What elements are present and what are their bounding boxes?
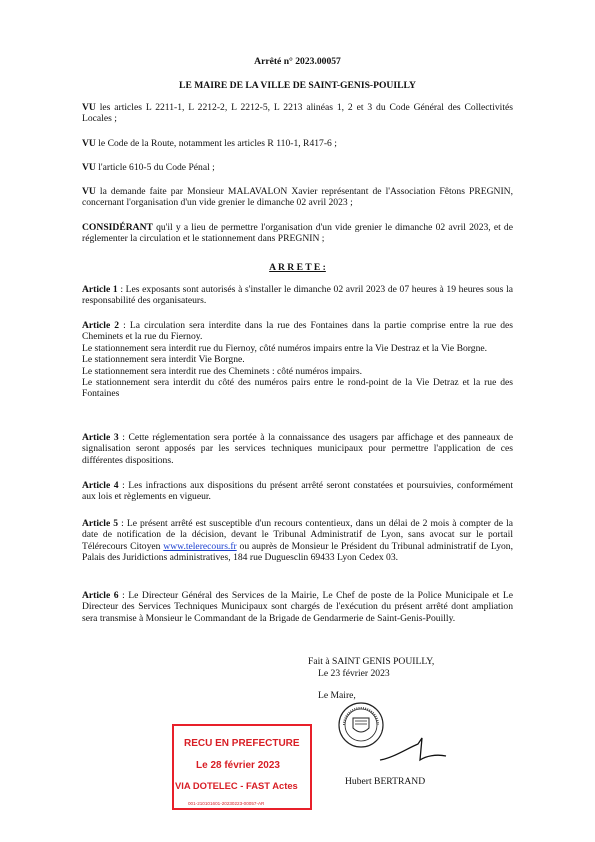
article-2-line: Le stationnement sera interdit rue du Fiernoy, côté numéros impairs entre la Vie Destraz et la Vie Borgne. bbox=[82, 342, 488, 354]
telerecours-link[interactable]: www.telerecours.fr bbox=[163, 540, 237, 552]
signatory-name: Hubert BERTRAND bbox=[345, 776, 426, 787]
consideration-text: les articles L 2211-1, L 2212-2, L 2212-5, L 2213 alinéas 1, 2 et 3 du Code Général des Collectivités Locales ; bbox=[82, 102, 513, 125]
stamp-line-3: VIA DOTELEC - FAST Actes bbox=[175, 780, 298, 791]
signature-role: Le Maire, bbox=[318, 690, 356, 701]
consideration-lead: VU bbox=[82, 162, 96, 173]
signature-date: Le 23 février 2023 bbox=[318, 668, 390, 679]
article-6 bbox=[82, 590, 513, 624]
consideration-lead: VU bbox=[82, 186, 96, 197]
article-2-line: Le stationnement sera interdit rue des Cheminets : côté numéros impairs. bbox=[82, 365, 363, 377]
consideration-4 bbox=[82, 186, 513, 209]
consideration-lead: VU bbox=[82, 138, 96, 149]
article-3 bbox=[82, 432, 513, 466]
consideration-text: l'article 610-5 du Code Pénal ; bbox=[95, 162, 215, 173]
mayor-signature-icon bbox=[378, 730, 448, 770]
article-2-lead bbox=[82, 320, 513, 343]
article-5 bbox=[82, 518, 513, 564]
consideration-lead: VU bbox=[82, 102, 96, 113]
consideration-5 bbox=[82, 222, 513, 245]
article-label: Article 6 bbox=[82, 590, 119, 601]
stamp-line-2: Le 28 février 2023 bbox=[196, 760, 280, 771]
consideration-text: la demande faite par Monsieur MALAVALON Xavier représentant de l'Association Fêtons PREGNIN, concernant l'organisation d'un vide grenier le dimanche 02 avril 2023 ; bbox=[82, 186, 513, 209]
article-2 bbox=[82, 320, 513, 400]
article-label: Article 5 bbox=[82, 518, 119, 529]
article-label: Article 1 bbox=[82, 284, 118, 295]
consideration-3 bbox=[82, 162, 513, 173]
article-1 bbox=[82, 284, 513, 307]
consideration-text: qu'il y a lieu de permettre l'organisation d'un vide grenier le dimanche 02 avril 2023, et de réglementer la circulation et le stationnement dans PREGNIN ; bbox=[82, 222, 513, 245]
article-text: : Les infractions aux dispositions du présent arrêté seront constatées et poursuivies, conformément aux lois et règlements en vigueur. bbox=[82, 480, 513, 503]
stamp-line-1: RECU EN PREFECTURE bbox=[184, 738, 300, 749]
article-2-line: Le stationnement sera interdit Vie Borgne. bbox=[82, 354, 245, 366]
consideration-2 bbox=[82, 138, 513, 149]
prefecture-receipt-stamp bbox=[172, 724, 312, 810]
article-label: Article 3 bbox=[82, 432, 119, 443]
consideration-text: le Code de la Route, notamment les articles R 110-1, R417-6 ; bbox=[95, 138, 337, 149]
article-label: Article 2 bbox=[82, 320, 120, 331]
stamp-reference: 001-210101601-20230223-00057-AR bbox=[188, 801, 265, 806]
consideration-1 bbox=[82, 102, 513, 125]
issuing-authority: LE MAIRE DE LA VILLE DE SAINT-GENIS-POUILLY bbox=[179, 80, 416, 91]
article-4 bbox=[82, 480, 513, 503]
article-label: Article 4 bbox=[82, 480, 119, 491]
article-text: : Les exposants sont autorisés à s'installer le dimanche 02 avril 2023 de 07 heures à 19 heures sous la responsabilité des organisateurs. bbox=[82, 284, 513, 307]
signature-place: Fait à SAINT GENIS POUILLY, bbox=[308, 656, 435, 667]
article-text: : Cette réglementation sera portée à la connaissance des usagers par affichage et des panneaux de signalisation seront apposés par les services techniques municipaux pour permettre l'application de ces différentes dispositions. bbox=[82, 432, 513, 466]
article-text: : Le présent arrêté est susceptible d'un recours contentieux, dans un délai de 2 mois à compter de la date de notification de la décision, devant le Tribunal Administratif de Lyon, sans avocat sur le portail Télérecours Citoyen bbox=[82, 518, 513, 552]
decision-title: A R R E T E : bbox=[269, 262, 326, 273]
article-2-line: Le stationnement sera interdit du côté des numéros pairs entre le rond-point de la Vie Detraz et la rue des Fontaines bbox=[82, 377, 513, 400]
article-text: : Le Directeur Général des Services de la Mairie, Le Chef de poste de la Police Municipale et Le Directeur des Services Techniques Municipaux sont chargés de l'exécution du présent arrêté dont ampliation sera transmise à Monsieur le Commandant de la Brigade de Gendarmerie de Saint-Genis-Pouilly. bbox=[82, 590, 513, 624]
article-text: : La circulation sera interdite dans la rue des Fontaines dans la partie comprise entre la rue des Cheminets et la rue du Fiernoy. bbox=[82, 320, 513, 343]
article-text: ou auprès de Monsieur le Président du Tribunal administratif de Lyon, Palais des Juridictions administratives, 184 rue Duguesclin 69433 Lyon Cedex 03. bbox=[82, 540, 514, 564]
arrete-number: Arrêté n° 2023.00057 bbox=[254, 56, 341, 67]
consideration-lead: CONSIDÉRANT bbox=[82, 222, 153, 233]
